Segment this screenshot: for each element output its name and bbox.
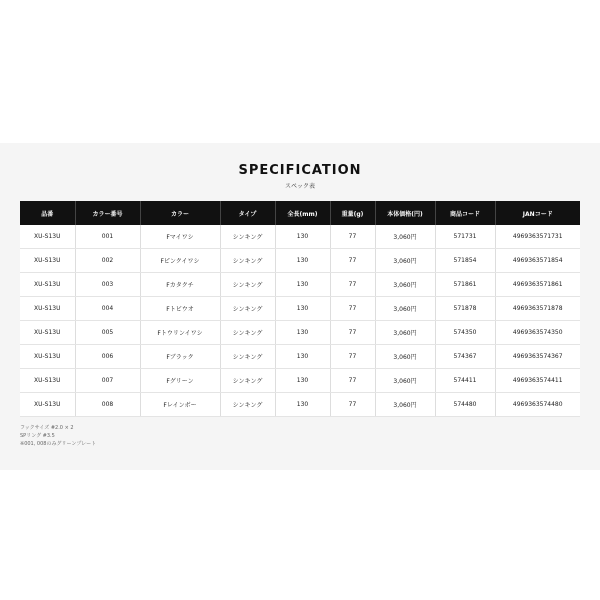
cell-type: シンキング xyxy=(220,321,275,345)
cell-product-code: 574411 xyxy=(435,369,495,393)
table-row xyxy=(20,297,580,321)
cell-price: 3,060円 xyxy=(375,297,435,321)
cell-color-number: 004 xyxy=(75,297,140,321)
table-row xyxy=(20,273,580,297)
cell-jan-code: 4969363571878 xyxy=(495,297,580,321)
column-header: タイプ xyxy=(220,201,275,225)
cell-weight: 77 xyxy=(330,273,375,297)
cell-product-code: 571731 xyxy=(435,225,495,249)
cell-jan-code: 4969363571861 xyxy=(495,273,580,297)
column-header: JANコード xyxy=(495,201,580,225)
cell-product-number: XU-S13U xyxy=(20,369,75,393)
cell-product-code: 574367 xyxy=(435,345,495,369)
cell-length: 130 xyxy=(275,249,330,273)
cell-product-number: XU-S13U xyxy=(20,249,75,273)
cell-weight: 77 xyxy=(330,249,375,273)
cell-price: 3,060円 xyxy=(375,225,435,249)
table-row xyxy=(20,369,580,393)
column-header: 本体価格(円) xyxy=(375,201,435,225)
table-row xyxy=(20,345,580,369)
note-split-ring: SPリング #3.5 xyxy=(20,433,55,439)
cell-jan-code: 4969363571731 xyxy=(495,225,580,249)
cell-length: 130 xyxy=(275,321,330,345)
column-header: 重量(g) xyxy=(330,201,375,225)
cell-weight: 77 xyxy=(330,369,375,393)
cell-length: 130 xyxy=(275,225,330,249)
column-header: カラー番号 xyxy=(75,201,140,225)
table-row xyxy=(20,393,580,417)
cell-price: 3,060円 xyxy=(375,369,435,393)
cell-color-number: 006 xyxy=(75,345,140,369)
table-row xyxy=(20,249,580,273)
cell-price: 3,060円 xyxy=(375,321,435,345)
cell-color: Fトビウオ xyxy=(140,297,220,321)
cell-jan-code: 4969363574367 xyxy=(495,345,580,369)
column-header: 商品コード xyxy=(435,201,495,225)
cell-product-number: XU-S13U xyxy=(20,297,75,321)
page-subtitle: スペック表 xyxy=(284,183,315,190)
cell-color-number: 005 xyxy=(75,321,140,345)
cell-product-number: XU-S13U xyxy=(20,393,75,417)
cell-color-number: 003 xyxy=(75,273,140,297)
column-header: カラー xyxy=(140,201,220,225)
cell-product-number: XU-S13U xyxy=(20,321,75,345)
cell-product-number: XU-S13U xyxy=(20,225,75,249)
cell-weight: 77 xyxy=(330,225,375,249)
column-header: 品番 xyxy=(20,201,75,225)
cell-color: Fマイワシ xyxy=(140,225,220,249)
note-hook-size: フックサイズ #2.0 × 2 xyxy=(20,425,74,431)
cell-price: 3,060円 xyxy=(375,249,435,273)
cell-product-number: XU-S13U xyxy=(20,345,75,369)
cell-weight: 77 xyxy=(330,321,375,345)
cell-type: シンキング xyxy=(220,225,275,249)
cell-type: シンキング xyxy=(220,393,275,417)
cell-product-code: 571854 xyxy=(435,249,495,273)
cell-color: Fピンクイワシ xyxy=(140,249,220,273)
table-row xyxy=(20,225,580,249)
cell-jan-code: 4969363574350 xyxy=(495,321,580,345)
cell-weight: 77 xyxy=(330,345,375,369)
cell-color: Fトウリンイワシ xyxy=(140,321,220,345)
cell-product-code: 571861 xyxy=(435,273,495,297)
cell-length: 130 xyxy=(275,345,330,369)
cell-color: Fグリーン xyxy=(140,369,220,393)
cell-length: 130 xyxy=(275,393,330,417)
cell-jan-code: 4969363571854 xyxy=(495,249,580,273)
cell-price: 3,060円 xyxy=(375,393,435,417)
cell-product-code: 574350 xyxy=(435,321,495,345)
cell-type: シンキング xyxy=(220,249,275,273)
cell-weight: 77 xyxy=(330,297,375,321)
cell-price: 3,060円 xyxy=(375,345,435,369)
spec-notes xyxy=(20,424,96,448)
cell-product-number: XU-S13U xyxy=(20,273,75,297)
cell-type: シンキング xyxy=(220,273,275,297)
cell-length: 130 xyxy=(275,273,330,297)
cell-color: Fカタクチ xyxy=(140,273,220,297)
cell-color-number: 008 xyxy=(75,393,140,417)
cell-product-code: 571878 xyxy=(435,297,495,321)
cell-color-number: 002 xyxy=(75,249,140,273)
cell-weight: 77 xyxy=(330,393,375,417)
cell-color-number: 001 xyxy=(75,225,140,249)
cell-type: シンキング xyxy=(220,369,275,393)
cell-jan-code: 4969363574480 xyxy=(495,393,580,417)
cell-type: シンキング xyxy=(220,297,275,321)
spec-table xyxy=(20,201,580,417)
page-title: SPECIFICATION xyxy=(238,163,362,178)
cell-length: 130 xyxy=(275,369,330,393)
table-row xyxy=(20,321,580,345)
cell-length: 130 xyxy=(275,297,330,321)
cell-product-code: 574480 xyxy=(435,393,495,417)
cell-type: シンキング xyxy=(220,345,275,369)
cell-price: 3,060円 xyxy=(375,273,435,297)
cell-color-number: 007 xyxy=(75,369,140,393)
note-plate: ※001, 008のみグリーンプレート xyxy=(20,441,97,447)
cell-jan-code: 4969363574411 xyxy=(495,369,580,393)
cell-color: Fブラック xyxy=(140,345,220,369)
table-header-row xyxy=(20,201,580,225)
cell-color: Fレインボー xyxy=(140,393,220,417)
column-header: 全長(mm) xyxy=(275,201,330,225)
